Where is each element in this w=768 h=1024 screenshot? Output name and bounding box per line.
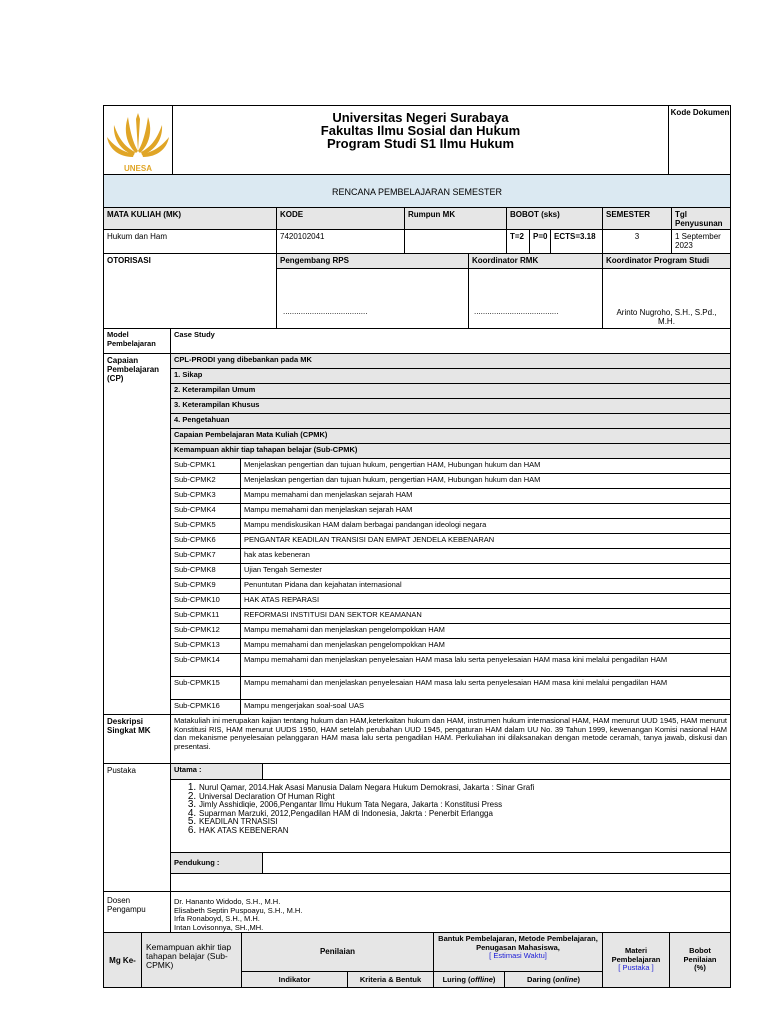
subcpmk-desc: Ujian Tengah Semester [240, 563, 731, 579]
subcpmk-code: Sub-CPMK13 [170, 638, 241, 654]
pustaka-ref-label: [ Pustaka ] [618, 963, 654, 972]
sikap-heading: 1. Sikap [170, 368, 731, 384]
pendukung-blank [262, 852, 731, 874]
bantuk-header [433, 932, 603, 972]
mk-tgl: 1 September 2023 [671, 229, 731, 254]
pustaka-item: 1. Nurul Qamar, 2014.Hak Asasi Manusia Dalam Negara Hukum Demokrasi, Jakarta : Sinar Grafi [199, 784, 730, 793]
subcpmk-desc: PENGANTAR KEADILAN TRANSISI DAN EMPAT JENDELA KEBENARAN [240, 533, 731, 549]
subcpmk-desc: Mampu memahami dan menjelaskan pengelompokkan HAM [240, 623, 731, 639]
pustaka-list [171, 784, 730, 835]
estimasi-label: [ Estimasi Waktu] [489, 951, 547, 960]
kode-header: KODE [276, 207, 405, 230]
tgl-header: Tgl Penyusunan [671, 207, 731, 230]
mk-header: MATA KULIAH (MK) [103, 207, 277, 230]
luring-header: Luring (offline) [433, 971, 505, 988]
dosen-name: Irfa Ronaboyd, S.H., M.H. [174, 914, 260, 923]
daring-header: Daring (online) [504, 971, 603, 988]
pustaka-item: 3. Jimly Asshidiqie, 2006,Pengantar Ilmu Hukum Tata Negara, Jakarta : Konstitusi Press [199, 801, 730, 810]
pengembang-header: Pengembang RPS [276, 253, 469, 269]
subcpmk-desc: hak atas kebeneran [240, 548, 731, 564]
subcpmk-code: Sub-CPMK5 [170, 518, 241, 534]
subcpmk-heading: Kemampuan akhir tiap tahapan belajar (Sub-CPMK) [170, 443, 731, 459]
utama-label: Utama : [170, 763, 263, 780]
subcpmk-desc: HAK ATAS REPARASI [240, 593, 731, 609]
cpmk-heading: Capaian Pembelajaran Mata Kuliah (CPMK) [170, 428, 731, 444]
subcpmk-code: Sub-CPMK16 [170, 699, 241, 715]
subcpmk-code: Sub-CPMK1 [170, 458, 241, 474]
pustaka-item: 5. KEADILAN TRNASISI [199, 818, 730, 827]
subcpmk-desc: Mampu memahami dan menjelaskan penyelesaian HAM masa lalu serta penyelesaian HAM masa kini melalui pengadilan HAM [240, 653, 731, 677]
unesa-logo-icon [103, 105, 173, 175]
mk-kode: 7420102041 [276, 229, 405, 254]
mgke-header: Mg Ke- [103, 932, 142, 988]
mk-semester: 3 [602, 229, 672, 254]
bobot-header: BOBOT (sks) [506, 207, 603, 230]
rmk-dots: ...................................... [474, 307, 559, 316]
mk-t: T=2 [506, 229, 530, 254]
pengembang-dots: ...................................... [283, 307, 368, 316]
subcpmk-code: Sub-CPMK10 [170, 593, 241, 609]
rps-document [103, 105, 731, 987]
materi-header [602, 932, 670, 988]
subcpmk-code: Sub-CPMK6 [170, 533, 241, 549]
otorisasi-label: OTORISASI [103, 253, 277, 329]
subcpmk-desc: Mampu memahami dan menjelaskan sejarah HAM [240, 503, 731, 519]
subcpmk-desc: Mampu mengerjakan soal-soal UAS [240, 699, 731, 715]
subcpmk-code: Sub-CPMK11 [170, 608, 241, 624]
rps-title: RENCANA PEMBELAJARAN SEMESTER [103, 174, 731, 208]
cp-area [170, 353, 731, 715]
utama-blank [262, 763, 731, 780]
penilaian-header: Penilaian [241, 932, 434, 972]
subcpmk-code: Sub-CPMK2 [170, 473, 241, 489]
subcpmk-code: Sub-CPMK9 [170, 578, 241, 594]
dosen-name: Intan Lovisonnya, SH.,MH. [174, 922, 264, 932]
university-name: Universitas Negeri Surabaya [332, 110, 509, 125]
subcpmk-desc: Mampu memahami dan menjelaskan sejarah HAM [240, 488, 731, 504]
model-label: Model Pembelajaran [103, 328, 171, 354]
program-name: Program Studi S1 Ilmu Hukum [326, 136, 515, 151]
pengetahuan-heading: 4. Pengetahuan [170, 413, 731, 429]
subcpmk-code: Sub-CPMK4 [170, 503, 241, 519]
materi-label: Materi Pembelajaran [611, 946, 661, 964]
mk-ects: ECTS=3.18 [550, 229, 603, 254]
doc-code-label: Kode Dokumen [668, 105, 731, 175]
pustaka-item: 4. Suparman Marzuki, 2012,Pengadilan HAM di Indonesia, Jakrta : Penerbit Erlangga [199, 810, 730, 819]
kriteria-header: Kriteria & Bentuk [347, 971, 434, 988]
dosen-name: Elisabeth Septin Puspoayu, S.H., M.H. [174, 905, 303, 915]
deskripsi-text: Matakuliah ini merupakan kajian tentang hukum dan HAM,keterkaitan hukum dan HAM, instrumen hukum internasional HAM, HAM menurut UUD 1945, HAM menurut Konstitusi RIS, HAM menurut UUDS 1950, HAM setelah perubahan UUD 1945, pengaturan HAM dalam UU No. 39 Tahun 1999, kewenangan Komisi nasional HAM dan mekanisme penyelesaian pelanggaran HAM masa lalu serta pengadilan HAM. Perkuliahan ini dilaksanakan dengan metode ceramah, tanya jawab, diskusi dan presentasi. [170, 714, 731, 764]
kemampuan-header: Kemampuan akhir tiap tahapan belajar (Sub-CPMK) [141, 932, 242, 988]
pustaka-item: 6. HAK ATAS KEBENERAN [199, 827, 730, 836]
model-value: Case Study [170, 328, 731, 354]
header-title [173, 105, 668, 175]
subcpmk-code: Sub-CPMK12 [170, 623, 241, 639]
indikator-header: Indikator [241, 971, 348, 988]
deskripsi-label: Deskripsi Singkat MK [103, 714, 171, 764]
faculty-name: Fakultas Ilmu Sosial dan Hukum [320, 123, 521, 138]
mk-rumpun [404, 229, 507, 254]
mk-name: Hukum dan Ham [103, 229, 277, 254]
cpl-heading: CPL-PRODI yang dibebankan pada MK [170, 353, 731, 369]
dosen-list [170, 891, 731, 933]
pengembang-sign [276, 268, 469, 329]
subcpmk-code: Sub-CPMK3 [170, 488, 241, 504]
subcpmk-code: Sub-CPMK15 [170, 676, 241, 700]
svg-text:UNESA: UNESA [123, 164, 153, 173]
subcpmk-desc: Mampu memahami dan menjelaskan pengelompokkan HAM [240, 638, 731, 654]
koordinator-rmk-header: Koordinator RMK [468, 253, 603, 269]
semester-header: SEMESTER [602, 207, 672, 230]
rmk-sign [468, 268, 603, 329]
subcpmk-desc: Menjelaskan pengertian dan tujuan hukum, pengertian HAM, Hubungan hukum dan HAM [240, 458, 731, 474]
koordinator-prodi-header: Koordinator Program Studi [602, 253, 731, 269]
bobot-penilaian-header: Bobot Penilaian (%) [669, 932, 731, 988]
subcpmk-code: Sub-CPMK7 [170, 548, 241, 564]
subcpmk-desc: Mampu memahami dan menjelaskan penyelesaian HAM masa lalu serta penyelesaian HAM masa kini melalui pengadilan HAM [240, 676, 731, 700]
bantuk-label: Bantuk Pembelajaran, Metode Pembelajaran, Penugasan Mahasiswa, [438, 934, 598, 952]
dosen-label: Dosen Pengampu [103, 891, 171, 933]
logo-cell [103, 105, 173, 175]
pustaka-spacer [170, 873, 731, 892]
subcpmk-desc: Penuntutan Pidana dan kejahatan internasional [240, 578, 731, 594]
mk-p: P=0 [529, 229, 551, 254]
pustaka-list-cell [170, 779, 731, 853]
pustaka-item: 2. Universal Declaration Of Human Right [199, 793, 730, 802]
pendukung-label: Pendukung : [170, 852, 263, 874]
cp-label: Capaian Pembelajaran (CP) [103, 353, 171, 715]
subcpmk-desc: Mampu mendiskusikan HAM dalam berbagai pandangan ideologi negara [240, 518, 731, 534]
umum-heading: 2. Keterampilan Umum [170, 383, 731, 399]
subcpmk-desc: Menjelaskan pengertian dan tujuan hukum, pengertian HAM, Hubungan hukum dan HAM [240, 473, 731, 489]
subcpmk-desc: REFORMASI INSTITUSI DAN SEKTOR KEAMANAN [240, 608, 731, 624]
subcpmk-code: Sub-CPMK14 [170, 653, 241, 677]
rumpun-header: Rumpun MK [404, 207, 507, 230]
kaprodi-name: Arinto Nugroho, S.H., S.Pd., M.H. [602, 268, 731, 329]
dosen-name: Dr. Hananto Widodo, S.H., M.H. [174, 897, 281, 906]
subcpmk-code: Sub-CPMK8 [170, 563, 241, 579]
khusus-heading: 3. Keterampilan Khusus [170, 398, 731, 414]
pustaka-label: Pustaka [103, 763, 171, 892]
